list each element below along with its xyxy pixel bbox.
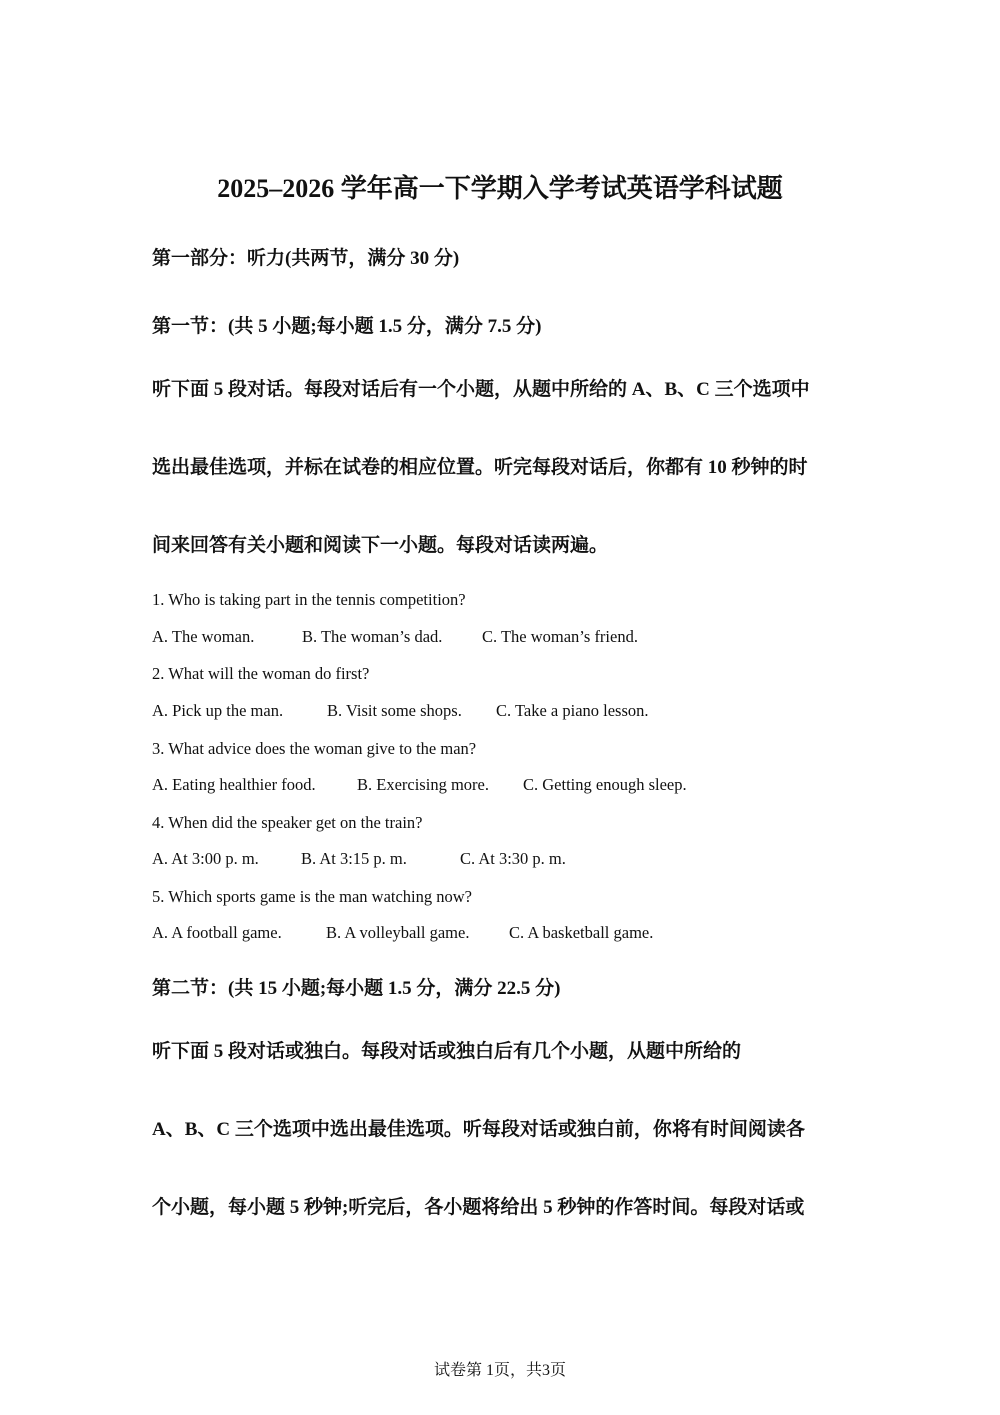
question-4-options <box>152 849 566 869</box>
option-c: C. A basketball game. <box>509 923 654 942</box>
option-b: B. Visit some shops. <box>327 701 462 720</box>
option-a: A. The woman. <box>152 627 255 646</box>
section1-instructions <box>152 351 852 585</box>
page-title: 2025–2026 学年高一下学期入学考试英语学科试题 <box>217 174 783 203</box>
section1-heading: 第一节：(共 5 小题;每小题 1.5 分，满分 7.5 分) <box>152 316 542 337</box>
question-2-options <box>152 701 649 721</box>
option-a: A. Eating healthier food. <box>152 775 316 794</box>
instruction-line: 选出最佳选项，并标在试卷的相应位置。听完每段对话后，你都有 10 秒钟的时 <box>152 457 808 478</box>
option-b: B. Exercising more. <box>357 775 489 794</box>
option-c: C. Getting enough sleep. <box>523 775 687 794</box>
question-1-stem: 1. Who is taking part in the tennis competition? <box>152 590 466 609</box>
question-2-stem: 2. What will the woman do first? <box>152 664 370 683</box>
question-1-options <box>152 627 638 647</box>
section2-heading: 第二节：(共 15 小题;每小题 1.5 分，满分 22.5 分) <box>152 978 561 999</box>
option-a: A. Pick up the man. <box>152 701 284 720</box>
question-5-stem: 5. Which sports game is the man watching now? <box>152 887 473 906</box>
question-3-stem: 3. What advice does the woman give to the man? <box>152 739 477 758</box>
instruction-line: 听下面 5 段对话或独白。每段对话或独白后有几个小题，从题中所给的 <box>152 1041 742 1062</box>
page-footer: 试卷第 1页，共3页 <box>433 1362 566 1379</box>
option-c: C. At 3:30 p. m. <box>460 849 566 868</box>
option-a: A. At 3:00 p. m. <box>152 849 259 868</box>
part1-heading: 第一部分：听力(共两节，满分 30 分) <box>152 248 460 269</box>
option-c: C. The woman’s friend. <box>482 627 638 646</box>
section2-instructions <box>152 1013 852 1247</box>
question-5-options <box>152 923 653 943</box>
option-a: A. A football game. <box>152 923 282 942</box>
instruction-line: 个小题，每小题 5 秒钟;听完后，各小题将给出 5 秒钟的作答时间。每段对话或 <box>152 1197 805 1218</box>
option-b: B. The woman’s dad. <box>302 627 443 646</box>
question-3-options <box>152 775 687 795</box>
instruction-line: 间来回答有关小题和阅读下一小题。每段对话读两遍。 <box>152 535 609 556</box>
instruction-line: 听下面 5 段对话。每段对话后有一个小题，从题中所给的 A、B、C 三个选项中 <box>152 379 810 400</box>
option-c: C. Take a piano lesson. <box>496 701 649 720</box>
question-4-stem: 4. When did the speaker get on the train? <box>152 813 423 832</box>
instruction-line: A、B、C 三个选项中选出最佳选项。听每段对话或独白前，你将有时间阅读各 <box>152 1119 805 1140</box>
option-b: B. At 3:15 p. m. <box>301 849 407 868</box>
option-b: B. A volleyball game. <box>326 923 470 942</box>
